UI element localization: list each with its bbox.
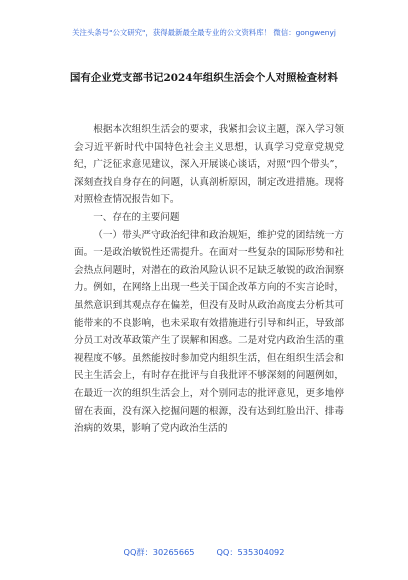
item-1-paragraph: （一）带头严守政治纪律和政治规矩，维护党的团结统一方面。一是政治敏锐性还需提升。在面对一些复杂的国际形势和社会热点问题时，对潜在的政治风险认识不足缺乏敏锐的政治洞察力。例如，在网络上出现一些关于国企改革方向的不实言论时，虽然意识到其观点存在偏差，但没有及时从政治高度去分析其可能带来的不良影响，也未采取有效措施进行引导和纠正，导致部分员工对改革政策产生了误解和困惑。二是对党内政治生活的重视程度不够。虽然能按时参加党内组织生活，但在组织生活会和民主生活会上，有时存在批评与自我批评不够深刻的问题例如，在最近一次的组织生活会上，对个别同志的批评意见，更多地停留在表面，没有深入挖掘问题的根源，没有达到红脸出汗、排毒治病的效果，影响了党内政治生活的: [74, 229, 344, 435]
document-body: [74, 121, 344, 438]
footer-qq: QQ：535304092: [216, 547, 285, 557]
document-title: 国有企业党支部书记2024年组织生活会个人对照检查材料: [70, 72, 338, 84]
header-banner: 关注头条号"公文研究"，获得最新最全最专业的公文资料库！ 微信：gongwenyj: [72, 28, 336, 37]
footer-qq-group: QQ群：30265665: [123, 547, 195, 557]
intro-paragraph: 根据本次组织生活会的要求，我紧扣会议主题，深入学习领会习近平新时代中国特色社会主义思想，认真学习党章党规党纪，广泛征求意见建议，深入开展谈心谈话，对照“四个带头”，深刻查找自身存在的问题，认真剖析原因，制定改进措施。现将对照检查情况报告如下。: [74, 124, 344, 206]
section-heading: 一、存在的主要问题: [93, 211, 180, 223]
footer-contact: [0, 547, 408, 558]
